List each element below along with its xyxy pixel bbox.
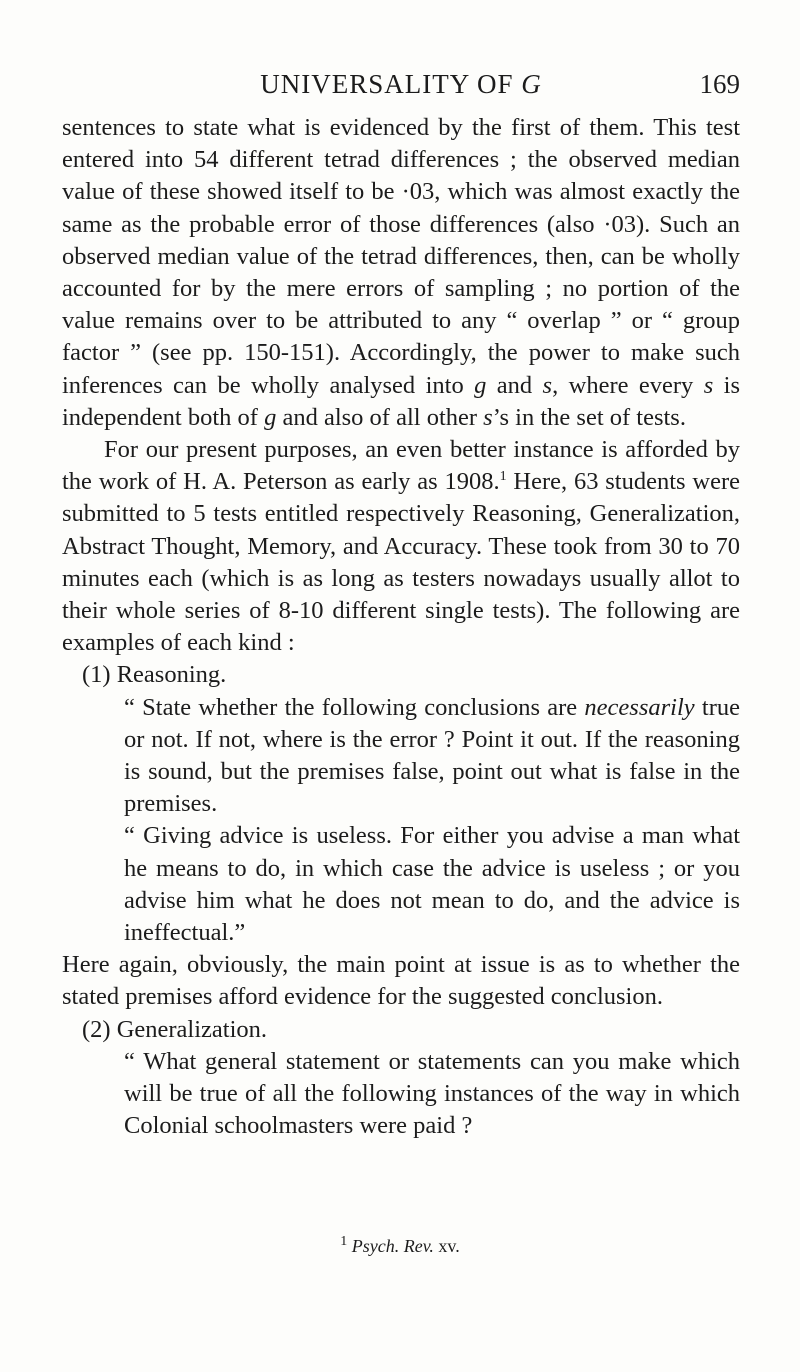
body-text [62,112,740,1143]
running-title-italic-letter: G [521,69,542,99]
italic-necessarily: necessarily [584,693,695,721]
page-header [62,64,740,104]
italic-g: g [474,371,487,399]
list-item-reasoning: (1) Reasoning. [82,661,227,689]
paragraph-2-text: For our present purposes, an even better instance is afforded by the work of H. A. Peterson as early as 1908. [62,436,740,496]
quote-giving-advice: “ Giving advice is useless. For either you advise a man what he means to do, in which case the advice is useless ; or you advise him what he does not mean to do, and the advice is ineffectual.” [124,822,740,947]
italic-g: g [264,403,277,431]
paragraph-3: Here again, obviously, the main point at issue is as to whether the stated premises afford evidence for the suggested conclusion. [62,951,740,1011]
quote-text: “ State whether the following conclusions are [124,693,585,721]
paragraph-2 [62,434,740,659]
footnote [0,1234,800,1258]
quote-reasoning-instructions [62,692,740,821]
paragraph-1-text: sentences to state what is evidenced by the first of them. This test entered into 54 different tetrad differences ; the observed median value of these showed itself to be ·03, which was almost exactly the same as the probable error of those differences (also ·03). Such an observed median value of the tetrad differences, then, can be wholly accounted for by the mere errors of sampling ; no portion of the value remains over to be attributed to any “ overlap ” or “ group factor ” (see pp. 150-151). Accordingly, the power to make such inferences can be wholly analysed into [62,114,740,399]
quote-generalization: “ What general statement or statements can you make which will be true of all the following instances of the way in which Colonial schoolmasters were paid ? [124,1047,740,1140]
footnote-source: Psych. Rev. [351,1236,434,1256]
quote-text: true or not. If not, where is the error ? Point it out. If the reasoning is sound, but the premises false, point out what is false in the premises. [124,693,740,818]
footnote-marker: 1 [340,1234,348,1249]
text-fragment: is independent both of [62,371,740,431]
running-title-text: UNIVERSALITY OF [260,69,522,99]
italic-s: s [542,371,553,399]
text-fragment: ’s in the set of tests. [492,403,686,431]
italic-s: s [483,403,493,431]
text-fragment: , where every [552,371,704,399]
paragraph-2-continued: Here, 63 students were submitted to 5 tests entitled respectively Reasoning, Generalization, Abstract Thought, Memory, and Accuracy. These took from 30 to 70 minutes each (which is as long as testers nowadays usually allot to their whole series of 8-10 different single tests). The following are examples of each kind : [62,468,740,657]
italic-s: s [703,371,714,399]
text-fragment: and [486,371,543,399]
page-number: 169 [699,69,740,99]
list-item-generalization: (2) Generalization. [82,1015,268,1043]
footnote-volume: xv. [433,1236,460,1256]
running-title [62,64,740,104]
footnote-reference[interactable]: 1 [499,469,507,485]
text-fragment: and also of all other [276,403,484,431]
paragraph-1 [62,112,740,434]
